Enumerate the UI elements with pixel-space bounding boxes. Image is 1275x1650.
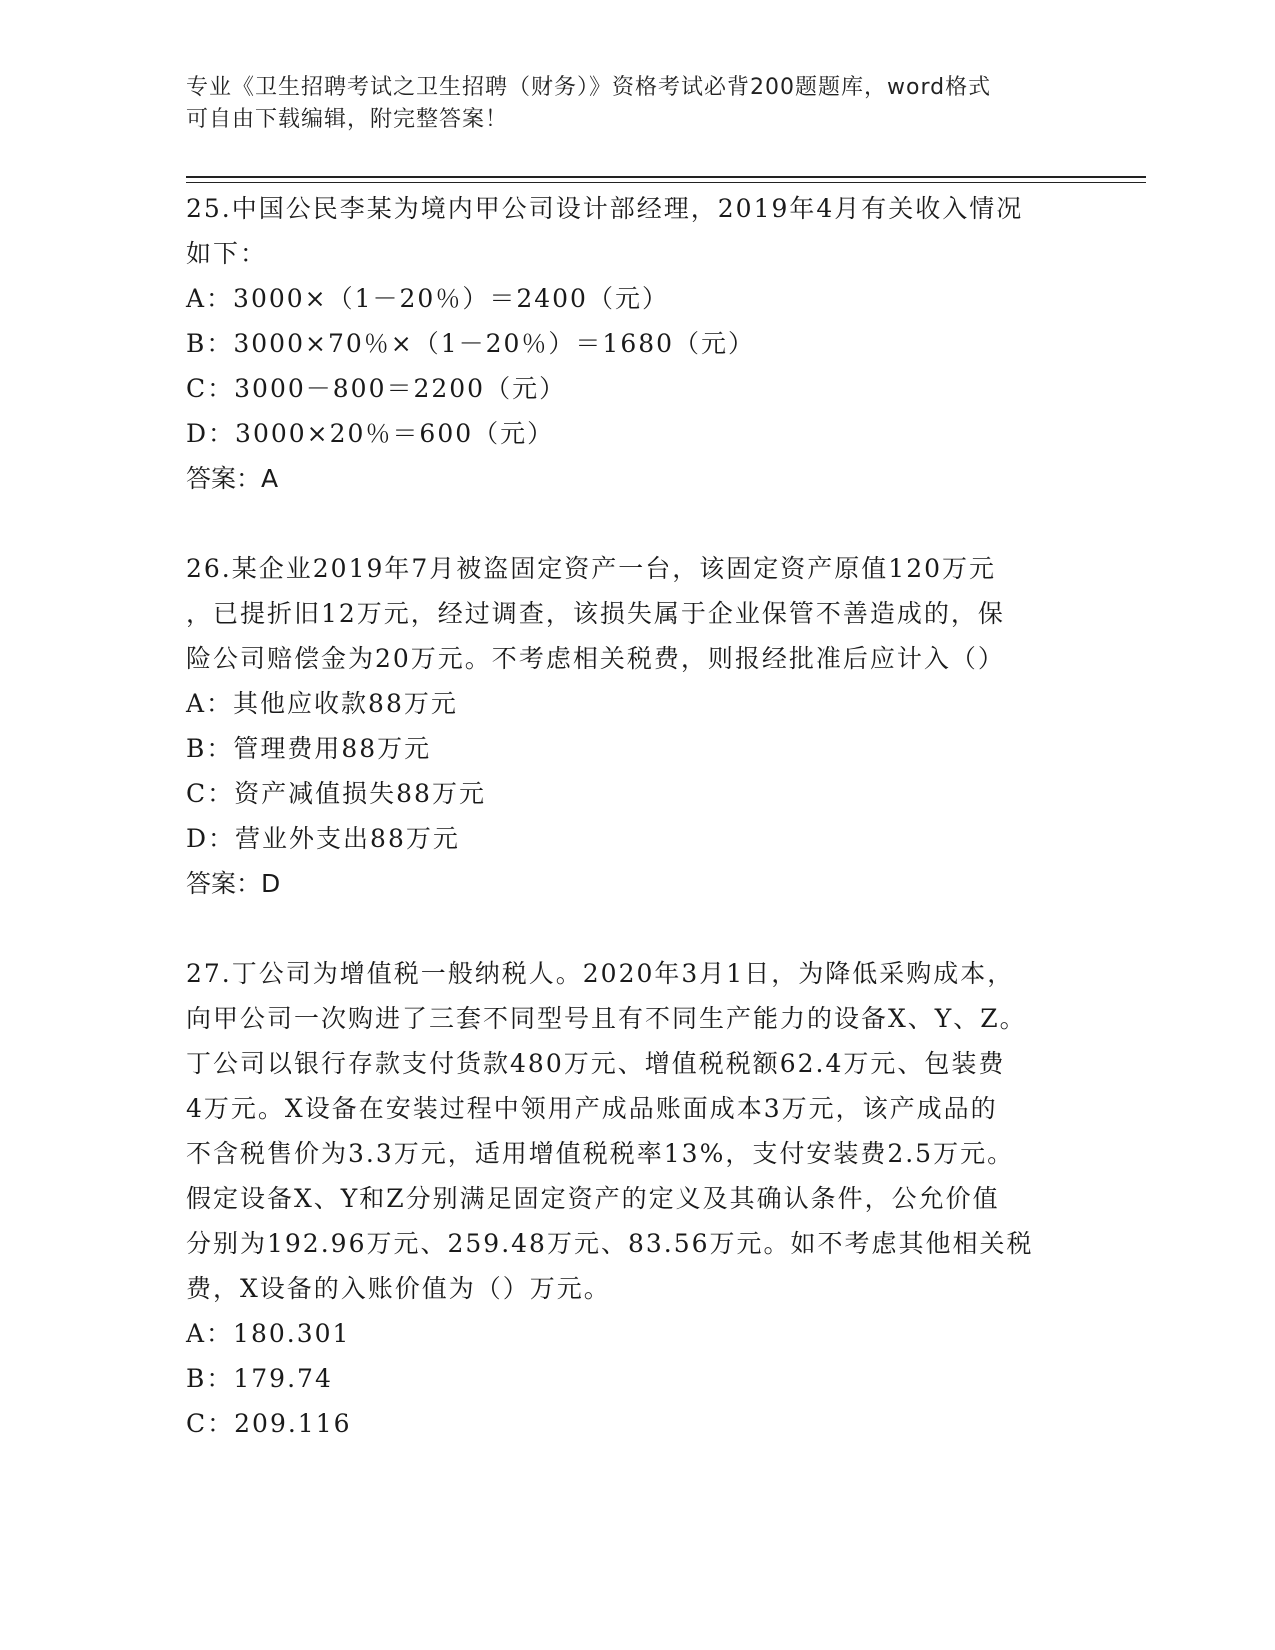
- question-spacer: [186, 501, 1086, 546]
- question-text-line: 费，X设备的入账价值为（）万元。: [186, 1274, 611, 1303]
- question-text-line: 假定设备X、Y和Z分别满足固定资产的定义及其确认条件，公允价值: [186, 1184, 1000, 1213]
- question-26: [186, 546, 1086, 906]
- question-text-line: 如下：: [186, 239, 268, 268]
- option-a: A：180.301: [186, 1319, 351, 1348]
- question-text-line: 分别为192.96万元、259.48万元、83.56万元。如不考虑其他相关税: [186, 1229, 1034, 1258]
- question-27: [186, 951, 1086, 1446]
- question-spacer: [186, 906, 1086, 951]
- option-d: D：营业外支出88万元: [186, 824, 460, 853]
- question-text-line: 向甲公司一次购进了三套不同型号且有不同生产能力的设备X、Y、Z。: [186, 1004, 1027, 1033]
- header-rule-thick: [186, 176, 1146, 178]
- answer: 答案：A: [186, 464, 279, 493]
- option-c: C：3000－800＝2200（元）: [186, 374, 567, 403]
- question-25: [186, 186, 1086, 501]
- option-b: B：179.74: [186, 1364, 333, 1393]
- option-c: C：资产减值损失88万元: [186, 779, 486, 808]
- header-rule-thin: [186, 182, 1146, 183]
- option-b: B：管理费用88万元: [186, 734, 432, 763]
- question-text-line: 险公司赔偿金为20万元。不考虑相关税费，则报经批准后应计入（）: [186, 644, 1005, 673]
- question-text-line: 不含税售价为3.3万元，适用增值税税率13%，支付安装费2.5万元。: [186, 1139, 1015, 1168]
- question-text-line: 4万元。X设备在安装过程中领用产成品账面成本3万元，该产成品的: [186, 1094, 998, 1123]
- option-a: A：3000×（1－20％）＝2400（元）: [186, 284, 669, 313]
- question-text-line: 25.中国公民李某为境内甲公司设计部经理，2019年4月有关收入情况: [186, 194, 1024, 223]
- answer: 答案：D: [186, 869, 281, 898]
- question-text-line: 27.丁公司为增值税一般纳税人。2020年3月1日，为降低采购成本，: [186, 959, 1015, 988]
- option-c: C：209.116: [186, 1409, 352, 1438]
- header-line-1: 专业《卫生招聘考试之卫生招聘（财务）》资格考试必背200题题库，word格式: [186, 75, 992, 100]
- question-text-line: 丁公司以银行存款支付货款480万元、增值税税额62.4万元、包装费: [186, 1049, 1006, 1078]
- option-b: B：3000×70％×（1－20％）＝1680（元）: [186, 329, 756, 358]
- header-line-2: 可自由下载编辑，附完整答案！: [186, 107, 509, 132]
- option-a: A：其他应收款88万元: [186, 689, 458, 718]
- question-list: [186, 186, 1086, 1446]
- document-header: [186, 72, 1066, 136]
- question-text-line: 26.某企业2019年7月被盗固定资产一台，该固定资产原值120万元: [186, 554, 997, 583]
- option-d: D：3000×20％＝600（元）: [186, 419, 555, 448]
- question-text-line: ，已提折旧12万元，经过调查，该损失属于企业保管不善造成的，保: [186, 599, 1005, 628]
